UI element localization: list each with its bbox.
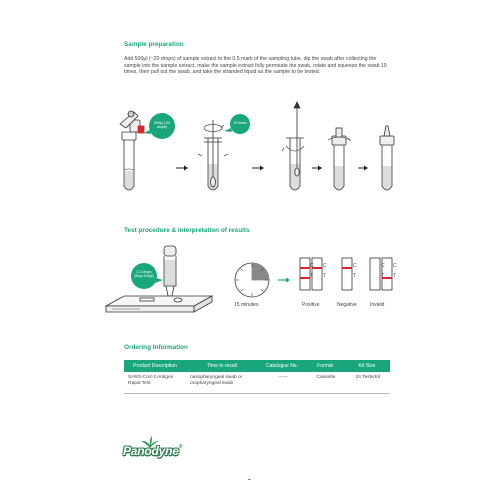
test-cassette — [106, 296, 212, 312]
strip-label-t: T — [393, 273, 397, 279]
column-header: Format — [306, 360, 344, 372]
strip-label-t: T — [381, 273, 385, 279]
sample-preparation-text: Add 500μl (~20 drops) of sample extract to the 0.5 mark of the sampling tube, dip the swab after collecting the sample into the sample extract, make the sample extract fully permeate the swab, rotate and squeeze the swab 10 times, then pull out the swab, and take the stranded liquid as the sample to be tested. — [124, 56, 387, 76]
step2-sampling-tube — [198, 120, 228, 190]
column-header: Time to result — [186, 360, 258, 372]
step3-sampling-tube — [282, 102, 304, 190]
strip-label-c: C — [353, 263, 357, 269]
page-marker — [248, 479, 251, 480]
strip-label-t: T — [323, 273, 327, 279]
result-label-negative: Negative — [337, 302, 357, 308]
timer-icon — [235, 263, 269, 297]
result-label-positive: Positive — [302, 302, 320, 308]
test-procedure-illustration — [100, 240, 400, 320]
cell-product-description: SARS-CoV-2 Antigen Rapid Test — [124, 372, 186, 394]
strip-label-c: C — [381, 263, 385, 269]
cell-time-to-result: nasopharyngeal swab or oropharyngeal swab — [186, 372, 258, 394]
step4-sampling-tube — [328, 128, 351, 190]
strip-label-c: C — [393, 263, 397, 269]
step2-note-text: 10 times — [233, 121, 247, 125]
step1-sampling-tube — [120, 111, 144, 190]
cell-format: Cassette — [306, 372, 344, 394]
cell-kit-size: 24 Tests/Kit — [344, 372, 390, 394]
dropper-tube — [164, 246, 176, 296]
ordering-table — [124, 360, 390, 394]
strip-label-c: C — [310, 263, 314, 269]
ordering-table-header — [124, 360, 390, 372]
strip-label-t: T — [353, 273, 357, 279]
sample-preparation-illustration — [100, 98, 410, 210]
step5-sampling-tube — [380, 126, 394, 190]
section-title-test-procedure: Test procedure & interpretation of results — [124, 227, 250, 234]
table-row — [124, 372, 390, 394]
result-label-invalid: Invalid — [370, 302, 385, 308]
strip-label-t: T — [310, 273, 314, 279]
column-header: Catalogue No. — [258, 360, 306, 372]
timer-label: 15 minutes — [234, 302, 259, 308]
column-header: Kit Size — [344, 360, 390, 372]
step1-note-text: 500μl (-20 drops) — [153, 121, 171, 130]
strip-label-c: C — [323, 263, 327, 269]
column-header: Product Description — [124, 360, 186, 372]
section-title-sample-preparation: Sample preparation — [124, 41, 184, 48]
cell-catalogue-no: ------ — [258, 372, 306, 394]
brand-name: Panodyne — [123, 444, 179, 458]
registered-mark: ® — [178, 444, 183, 450]
drops-note-text: 2-3 drops (60μl-100μl) — [134, 270, 154, 279]
brand-logo — [123, 444, 182, 458]
result-strip-negative — [342, 258, 352, 290]
section-title-ordering: Ordering Information — [124, 344, 188, 351]
